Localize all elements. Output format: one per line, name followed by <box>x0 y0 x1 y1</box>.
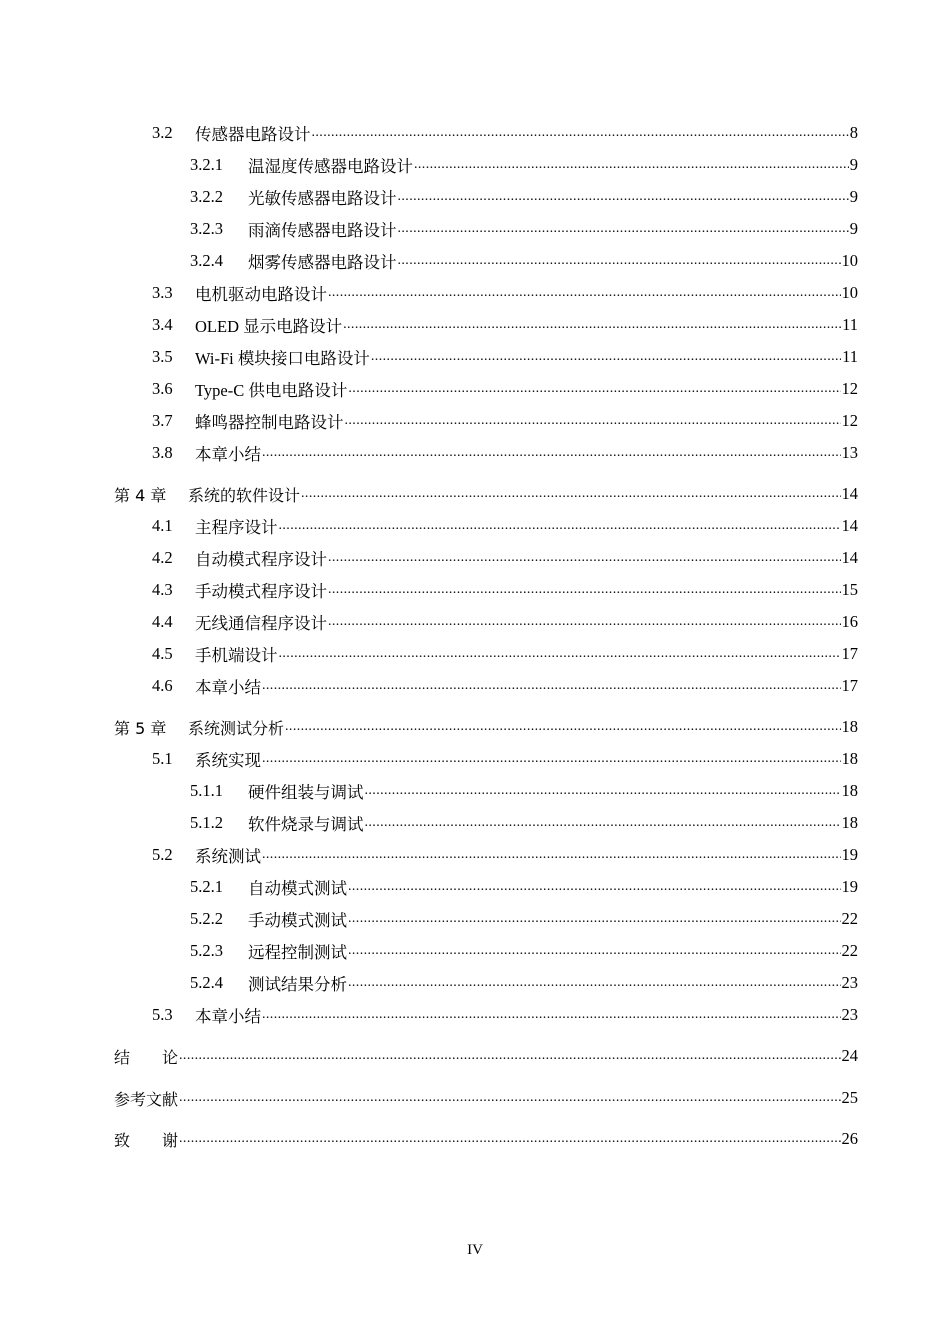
toc-entry-page: 25 <box>841 1088 858 1107</box>
dot-leader <box>262 843 841 867</box>
toc-entry-page: 9 <box>849 219 858 238</box>
toc-entry-number: 3.8 <box>152 443 173 462</box>
toc-entry-page: 9 <box>849 155 858 174</box>
dot-leader <box>328 281 841 305</box>
toc-entry-number: 4.6 <box>152 676 173 695</box>
toc-entry[interactable] <box>190 875 858 899</box>
dot-leader <box>328 546 841 570</box>
dot-leader <box>285 715 840 739</box>
toc-entry-number: 5.3 <box>152 1005 173 1024</box>
dot-leader <box>345 409 841 433</box>
dot-leader <box>328 610 841 634</box>
toc-entry-number: 3.2.4 <box>190 251 223 270</box>
toc-entry-page: 24 <box>841 1046 858 1065</box>
toc-entry[interactable] <box>114 1044 858 1068</box>
toc-entry-page: 14 <box>841 484 858 503</box>
toc-entry[interactable] <box>152 514 858 538</box>
toc-entry-number: 3.2.1 <box>190 155 223 174</box>
toc-entry-number: 4.2 <box>152 548 173 567</box>
toc-entry[interactable] <box>152 409 858 433</box>
toc-entry-page: 18 <box>841 781 858 800</box>
dot-leader <box>348 377 840 401</box>
dot-leader <box>179 1127 840 1151</box>
toc-entry[interactable] <box>190 217 858 241</box>
toc-entry-number: 3.5 <box>152 347 173 366</box>
toc-entry-number: 3.3 <box>152 283 173 302</box>
toc-entry-title: 测试结果分析 <box>248 975 347 994</box>
toc-entry-page: 16 <box>841 612 858 631</box>
toc-entry-title: 手机端设计 <box>195 646 278 665</box>
dot-leader <box>414 153 849 177</box>
toc-entry[interactable] <box>190 907 858 931</box>
toc-entry-number: 5.1.2 <box>190 813 223 832</box>
toc-entry-number: 4.4 <box>152 612 173 631</box>
toc-entry[interactable] <box>190 153 858 177</box>
toc-entry-number: 5.1 <box>152 749 173 768</box>
toc-entry[interactable] <box>190 185 858 209</box>
toc-entry-number: 4.1 <box>152 516 173 535</box>
toc-entry-title: 温湿度传感器电路设计 <box>248 157 413 176</box>
dot-leader <box>371 345 841 369</box>
dot-leader <box>398 249 841 273</box>
toc-entry-page: 22 <box>841 941 858 960</box>
toc-entry-title: 光敏传感器电路设计 <box>248 189 397 208</box>
toc-entry[interactable] <box>114 1127 858 1151</box>
toc-entry-title: 系统的软件设计 <box>188 485 301 505</box>
toc-entry-title: 结 论 <box>114 1047 179 1067</box>
toc-entry-page: 11 <box>842 315 858 334</box>
dot-leader <box>343 313 841 337</box>
toc-entry-number: 第 4 章 <box>114 485 167 505</box>
dot-leader <box>398 185 849 209</box>
toc-entry-number: 第 5 章 <box>114 718 167 738</box>
toc-entry[interactable] <box>152 313 858 337</box>
toc-entry-page: 14 <box>841 516 858 535</box>
toc-entry-title: 本章小结 <box>195 1007 261 1026</box>
toc-entry-title: 主程序设计 <box>195 518 278 537</box>
dot-leader <box>348 971 841 995</box>
toc-entry-title: 系统测试 <box>195 847 261 866</box>
toc-entry[interactable] <box>190 971 858 995</box>
toc-entry[interactable] <box>152 747 858 771</box>
toc-entry-title: 本章小结 <box>195 678 261 697</box>
toc-entry-number: 5.1.1 <box>190 781 223 800</box>
toc-entry[interactable] <box>190 811 858 835</box>
toc-entry-page: 23 <box>841 1005 858 1024</box>
toc-entry[interactable] <box>152 345 858 369</box>
toc-entry[interactable] <box>152 441 858 465</box>
toc-entry-page: 18 <box>841 813 858 832</box>
toc-entry[interactable] <box>190 939 858 963</box>
dot-leader <box>398 217 849 241</box>
toc-entry-number: 5.2.4 <box>190 973 223 992</box>
toc-entry-title: 远程控制测试 <box>248 943 347 962</box>
toc-entry-title: 电机驱动电路设计 <box>195 285 327 304</box>
toc-entry[interactable] <box>114 1086 858 1110</box>
toc-entry[interactable] <box>152 610 858 634</box>
dot-leader <box>279 514 841 538</box>
toc-entry-page: 17 <box>841 676 858 695</box>
toc-entry-page: 10 <box>841 283 858 302</box>
toc-entry-page: 8 <box>849 123 858 142</box>
toc-entry-page: 10 <box>841 251 858 270</box>
toc-entry-title: 手动模式程序设计 <box>195 582 327 601</box>
toc-entry-title: 系统实现 <box>195 751 261 770</box>
toc-entry-title: 本章小结 <box>195 445 261 464</box>
dot-leader <box>301 482 840 506</box>
toc-entry-page: 18 <box>841 749 858 768</box>
toc-entry-page: 14 <box>841 548 858 567</box>
toc-entry-title: 软件烧录与调试 <box>248 815 364 834</box>
dot-leader <box>262 674 841 698</box>
toc-entry-page: 15 <box>841 580 858 599</box>
toc-entry-page: 11 <box>842 347 858 366</box>
dot-leader <box>348 907 841 931</box>
toc-entry[interactable] <box>114 482 858 506</box>
toc-entry-title: Type-C 供电电路设计 <box>195 381 348 400</box>
toc-entry-title: 硬件组装与调试 <box>248 783 364 802</box>
toc-entry[interactable] <box>152 1003 858 1027</box>
toc-entry-title: OLED 显示电路设计 <box>195 317 343 336</box>
toc-entry-page: 9 <box>849 187 858 206</box>
toc-entry-page: 18 <box>841 717 858 736</box>
toc-entry-title: 蜂鸣器控制电路设计 <box>195 413 344 432</box>
dot-leader <box>348 875 841 899</box>
toc-entry-page: 23 <box>841 973 858 992</box>
toc-entry-title: 自动模式测试 <box>248 879 347 898</box>
toc-entry-number: 4.5 <box>152 644 173 663</box>
toc-entry-number: 4.3 <box>152 580 173 599</box>
toc-entry-title: Wi-Fi 模块接口电路设计 <box>195 349 370 368</box>
toc-entry-title: 烟雾传感器电路设计 <box>248 253 397 272</box>
toc-entry-title: 手动模式测试 <box>248 911 347 930</box>
toc-entry-number: 3.2.3 <box>190 219 223 238</box>
dot-leader <box>365 811 841 835</box>
toc-entry-title: 传感器电路设计 <box>195 125 311 144</box>
toc-entry-page: 19 <box>841 845 858 864</box>
toc-entry[interactable] <box>190 779 858 803</box>
toc-entry-page: 22 <box>841 909 858 928</box>
toc-entry-number: 5.2 <box>152 845 173 864</box>
dot-leader <box>348 939 841 963</box>
toc-entry-title: 雨滴传感器电路设计 <box>248 221 397 240</box>
toc-entry[interactable] <box>152 377 858 401</box>
toc-entry-title: 无线通信程序设计 <box>195 614 327 633</box>
toc-entry-page: 12 <box>841 379 858 398</box>
dot-leader <box>312 121 849 145</box>
dot-leader <box>262 747 841 771</box>
dot-leader <box>328 578 841 602</box>
toc-entry[interactable] <box>152 281 858 305</box>
toc-entry[interactable] <box>190 249 858 273</box>
toc-entry-title: 自动模式程序设计 <box>195 550 327 569</box>
toc-entry-number: 3.4 <box>152 315 173 334</box>
toc-entry-title: 致 谢 <box>114 1130 179 1150</box>
toc-entry-page: 19 <box>841 877 858 896</box>
toc-entry-number: 3.2.2 <box>190 187 223 206</box>
toc-entry-title: 系统测试分析 <box>188 718 285 738</box>
dot-leader <box>262 441 841 465</box>
toc-entry[interactable] <box>114 715 858 739</box>
dot-leader <box>179 1044 840 1068</box>
toc-entry-number: 5.2.3 <box>190 941 223 960</box>
toc-entry-page: 26 <box>841 1129 858 1148</box>
dot-leader <box>262 1003 841 1027</box>
dot-leader <box>179 1086 840 1110</box>
toc-entry-title: 参考文献 <box>114 1089 179 1109</box>
toc-entry-page: 13 <box>841 443 858 462</box>
toc-entry[interactable] <box>152 578 858 602</box>
toc-entry-page: 12 <box>841 411 858 430</box>
toc-entry-number: 3.6 <box>152 379 173 398</box>
toc-entry[interactable] <box>152 121 858 145</box>
toc-entry-number: 3.7 <box>152 411 173 430</box>
toc-entry[interactable] <box>152 546 858 570</box>
dot-leader <box>365 779 841 803</box>
page-number: IV <box>467 1242 483 1258</box>
toc-entry-number: 5.2.1 <box>190 877 223 896</box>
toc-entry-page: 17 <box>841 644 858 663</box>
toc-entry[interactable] <box>152 843 858 867</box>
toc-entry[interactable] <box>152 642 858 666</box>
toc-entry[interactable] <box>152 674 858 698</box>
toc-entry-number: 3.2 <box>152 123 173 142</box>
dot-leader <box>279 642 841 666</box>
toc-entry-number: 5.2.2 <box>190 909 223 928</box>
